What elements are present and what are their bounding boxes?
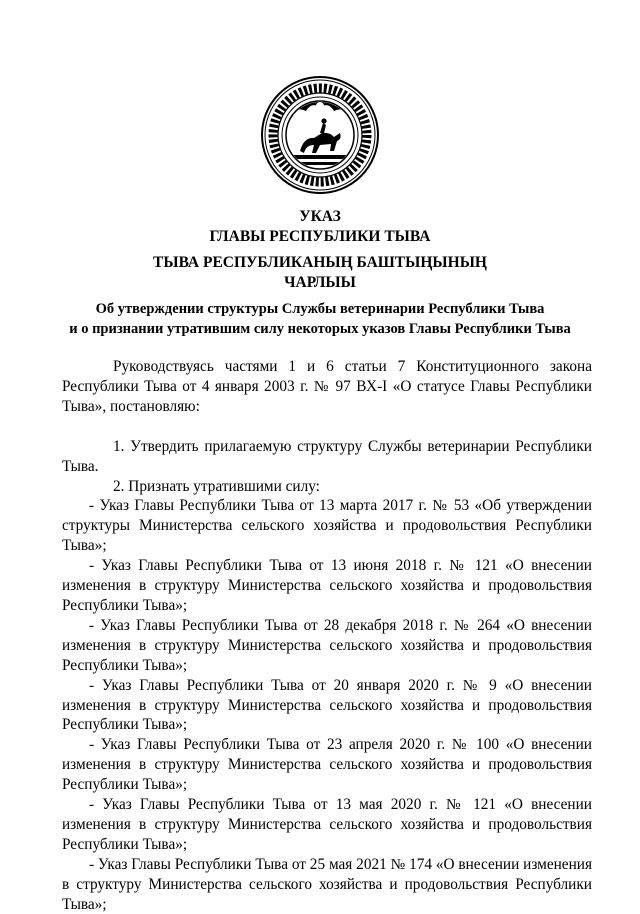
emblem-icon (260, 75, 380, 195)
point-1-paragraph: 1. Утвердить прилагаемую структуру Службы ветеринарии Республики Тыва. (62, 437, 592, 475)
point-2-paragraph: 2. Признать утратившими силу: (113, 477, 320, 495)
repealed-decree-item: - Указ Главы Республики Тыва от 28 декабря 2018 г. № 264 «О внесении изменения в структуру Министерства сельского хозяйства и продовольствия Республики Тыва»; (62, 616, 592, 674)
repealed-decree-item: - Указ Главы Республики Тыва от 25 мая 2021 № 174 «О внесении изменения в структуру Министерства сельского хозяйства и продовольствия Республики Тыва»; (62, 855, 592, 913)
coat-of-arms-emblem (260, 75, 380, 195)
document-body (62, 357, 592, 914)
tuvan-title-line1: ТЫВА РЕСПУБЛИКАНЫҢ БАШТЫҢЫНЫҢ (153, 254, 487, 271)
document-title (40, 299, 600, 339)
tuvan-title-line2: ЧАРЛЫЫ (284, 274, 356, 291)
repealed-decree-item: - Указ Главы Республики Тыва от 13 марта 2017 г. № 53 «Об утверждении структуры Министерства сельского хозяйства и продовольствия Республики Тыва»; (62, 497, 592, 555)
decree-heading (40, 207, 600, 247)
decree-label: УКАЗ (299, 208, 341, 225)
head-of-republic-label: ГЛАВЫ РЕСПУБЛИКИ ТЫВА (209, 228, 431, 245)
document-title-line1: Об утверждении структуры Службы ветеринарии Республики Тыва (95, 301, 545, 317)
repealed-decree-item: - Указ Главы Республики Тыва от 13 мая 2020 г. № 121 «О внесении изменения в структуру Министерства сельского хозяйства и продовольствия Республики Тыва»; (62, 796, 592, 853)
decree-heading-tuvan (40, 253, 600, 293)
repealed-decree-item: - Указ Главы Республики Тыва от 23 апреля 2020 г. № 100 «О внесении изменения в структуру Министерства сельского хозяйства и продовольствия Республики Тыва»; (62, 736, 592, 794)
repealed-decree-item: - Указ Главы Республики Тыва от 13 июня 2018 г. № 121 «О внесении изменения в структуру Министерства сельского хозяйства и продовольствия Республики Тыва»; (62, 557, 592, 614)
document-title-line2: и о признании утратившим силу некоторых указов Главы Республики Тыва (69, 321, 571, 337)
repealed-decree-item: - Указ Главы Республики Тыва от 20 января 2020 г. № 9 «О внесении изменения в структуру Министерства сельского хозяйства и продовольствия Республики Тыва»; (62, 676, 592, 734)
preamble-paragraph: Руководствуясь частями 1 и 6 статьи 7 Конституционного закона Республики Тыва от 4 января 2003 г. № 97 ВХ-I «О статусе Главы Республики Тыва», постановляю: (62, 358, 592, 415)
